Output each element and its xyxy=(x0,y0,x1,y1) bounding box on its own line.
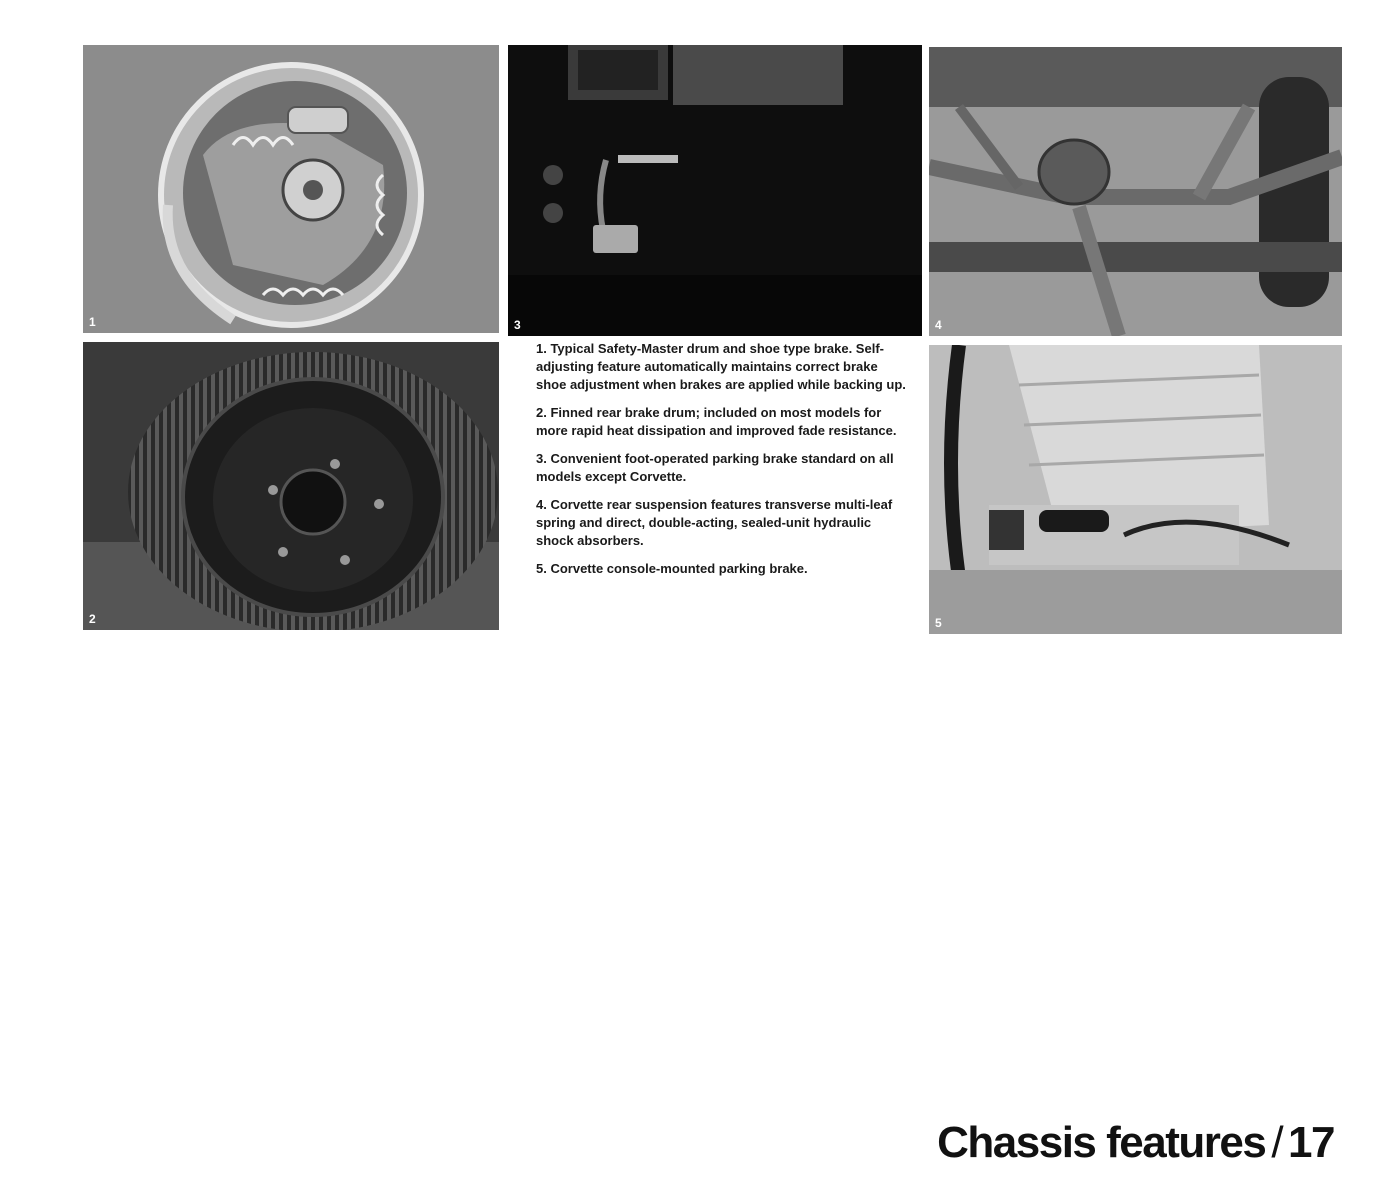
parking-brake-pedal-icon xyxy=(508,45,922,336)
caption-1: 1. Typical Safety-Master drum and shoe type brake. Self-adjusting feature automatically maintains correct brake shoe adjustment when brakes are applied while backing up. xyxy=(536,341,906,392)
caption-5: 5. Corvette console-mounted parking brake. xyxy=(536,561,808,576)
photo-finned-drum xyxy=(83,342,499,630)
caption-3: 3. Convenient foot-operated parking brake standard on all models except Corvette. xyxy=(536,451,894,484)
photo-number-2: 2 xyxy=(89,612,96,626)
drum-brake-assembly-icon xyxy=(83,45,499,333)
title-separator: / xyxy=(1271,1118,1283,1167)
caption-2: 2. Finned rear brake drum; included on most models for more rapid heat dissipation and improved fade resistance. xyxy=(536,405,897,438)
caption-4: 4. Corvette rear suspension features transverse multi-leaf spring and direct, double-acting, sealed-unit hydraulic shock absorbers. xyxy=(536,497,893,548)
page-footer xyxy=(937,1118,1334,1168)
rear-suspension-icon xyxy=(929,47,1342,336)
photo-console-brake xyxy=(929,345,1342,634)
photo-number-1: 1 xyxy=(89,315,96,329)
photo-number-4: 4 xyxy=(935,318,942,332)
console-parking-brake-icon xyxy=(929,345,1342,634)
photo-number-3: 3 xyxy=(514,318,521,332)
caption-list xyxy=(536,340,906,588)
page-number: 17 xyxy=(1288,1118,1334,1167)
section-title: Chassis features xyxy=(937,1118,1266,1167)
photo-number-5: 5 xyxy=(935,616,942,630)
photo-drum-brake xyxy=(83,45,499,333)
photo-parking-pedal xyxy=(508,45,922,336)
finned-brake-drum-icon xyxy=(83,342,499,630)
photo-rear-suspension xyxy=(929,47,1342,336)
